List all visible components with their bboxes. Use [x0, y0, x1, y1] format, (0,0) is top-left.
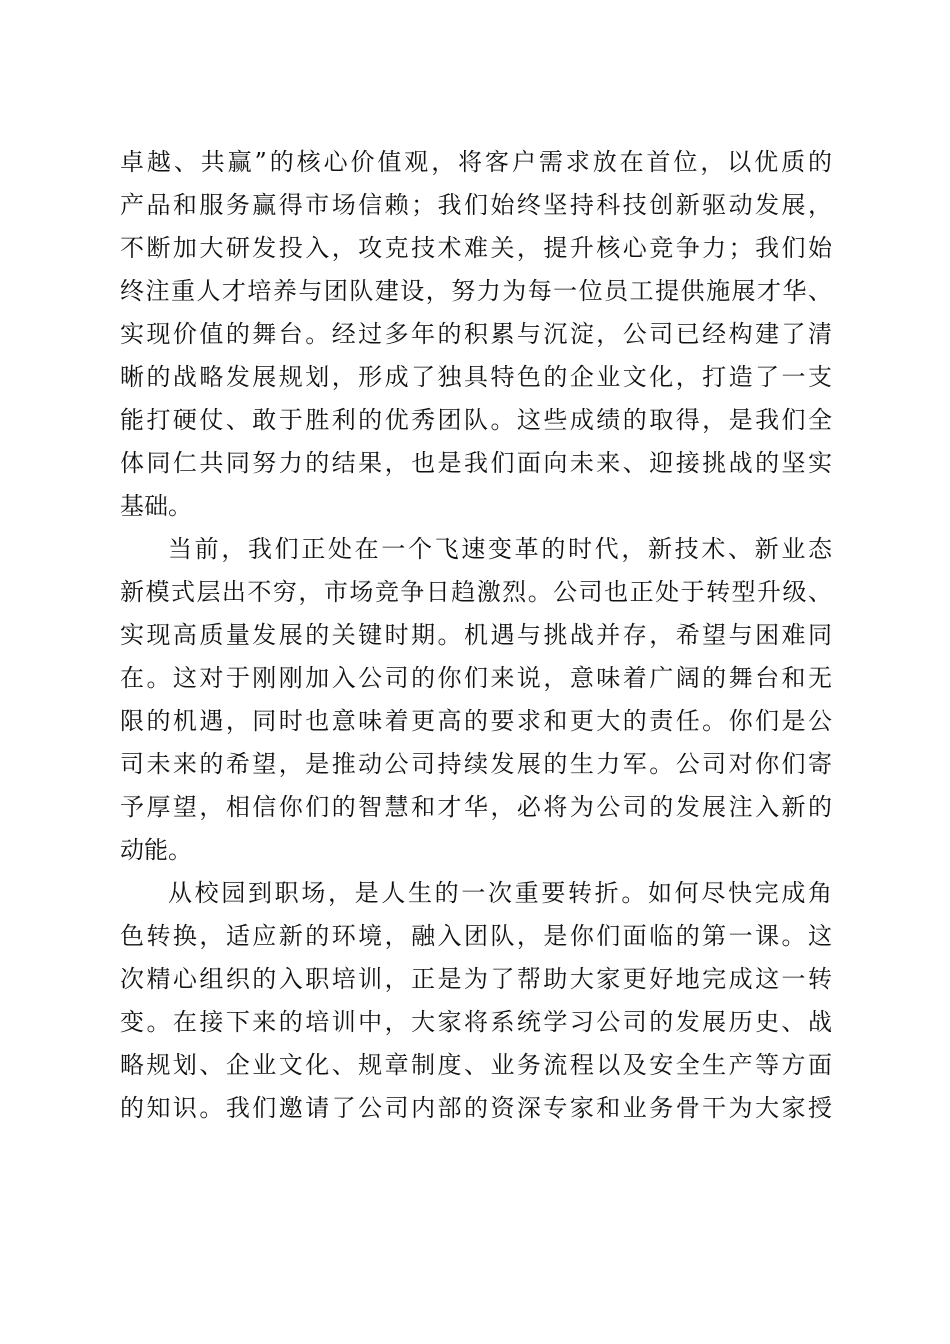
- text-line: 次精心组织的入职培训，正是为了帮助大家更好地完成这一转: [120, 965, 832, 993]
- text-line: 基础。: [120, 492, 192, 520]
- text-line: 予厚望，相信你们的智慧和才华，必将为公司的发展注入新的: [120, 793, 832, 821]
- text-line: 从校园到职场，是人生的一次重要转折。如何尽快完成角: [168, 879, 832, 907]
- text-line: 在。这对于刚刚加入公司的你们来说，意味着广阔的舞台和无: [120, 664, 832, 692]
- text-line: 当前，我们正处在一个飞速变革的时代，新技术、新业态: [168, 535, 832, 563]
- text-line: 司未来的希望，是推动公司持续发展的生力军。公司对你们寄: [120, 750, 832, 778]
- text-line: 新模式层出不穷，市场竞争日趋激烈。公司也正处于转型升级、: [120, 578, 832, 606]
- text-line: 略规划、企业文化、规章制度、业务流程以及安全生产等方面: [120, 1051, 832, 1079]
- text-line: 产品和服务赢得市场信赖；我们始终坚持科技创新驱动发展，: [120, 191, 832, 219]
- text-line: 的知识。我们邀请了公司内部的资深专家和业务骨干为大家授: [120, 1094, 832, 1122]
- text-line: 体同仁共同努力的结果，也是我们面向未来、迎接挑战的坚实: [120, 449, 832, 477]
- text-line: 色转换，适应新的环境，融入团队，是你们面临的第一课。这: [120, 922, 832, 950]
- text-line: 终注重人才培养与团队建设，努力为每一位员工提供施展才华、: [120, 277, 832, 305]
- text-line: 实现价值的舞台。经过多年的积累与沉淀，公司已经构建了清: [120, 320, 832, 348]
- text-line: 不断加大研发投入，攻克技术难关，提升核心竞争力；我们始: [120, 234, 832, 262]
- text-line: 动能。: [120, 836, 192, 864]
- text-line: 限的机遇，同时也意味着更高的要求和更大的责任。你们是公: [120, 707, 832, 735]
- text-line: 卓越、共赢”的核心价值观，将客户需求放在首位，以优质的: [120, 148, 832, 176]
- text-line: 变。在接下来的培训中，大家将系统学习公司的发展历史、战: [120, 1008, 832, 1036]
- text-line: 晰的战略发展规划，形成了独具特色的企业文化，打造了一支: [120, 363, 832, 391]
- text-line: 能打硬仗、敢于胜利的优秀团队。这些成绩的取得，是我们全: [120, 406, 832, 434]
- text-line: 实现高质量发展的关键时期。机遇与挑战并存，希望与困难同: [120, 621, 832, 649]
